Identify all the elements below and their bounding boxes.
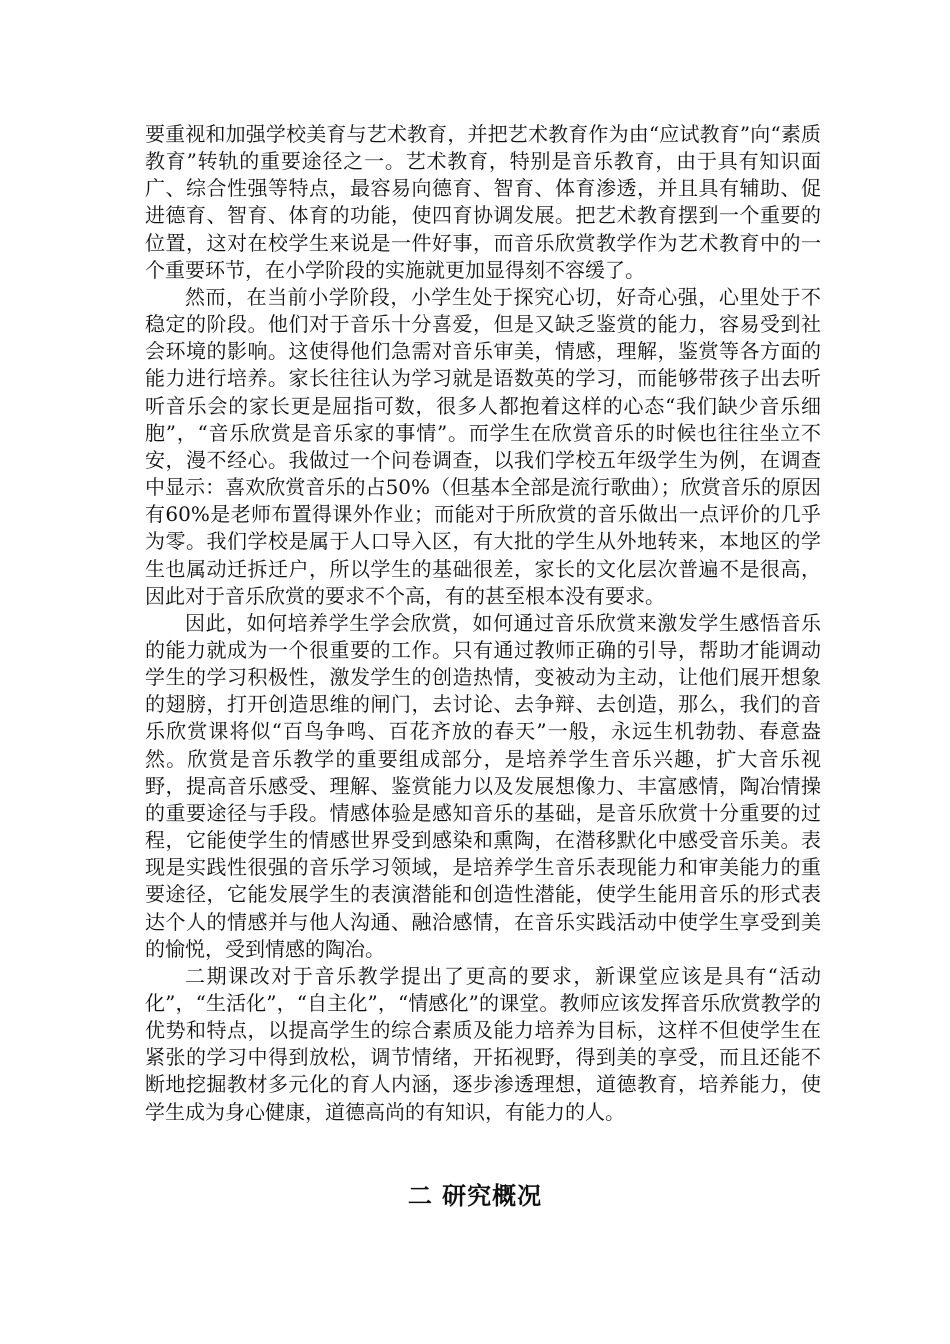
paragraph: 然而，在当前小学阶段，小学生处于探究心切，好奇心强，心里处于不稳定的阶段。他们对于音乐十分喜爱，但是又缺乏鉴赏的能力，容易受到社会环境的影响。这使得他们急需对音乐审美，情感，理解，鉴赏等各方面的能力进行培养。家长往往认为学习就是语数英的学习，而能够带孩子出去听听音乐会的家长更是屈指可数，很多人都抱着这样的心态“我们缺少音乐细胞”，“音乐欣赏是音乐家的事情”。而学生在欣赏音乐的时候也往往坐立不安，漫不经心。我做过一个问卷调查，以我们学校五年级学生为例，在调查中显示：喜欢欣赏音乐的占50%（但基本全部是流行歌曲）；欣赏音乐的原因有60%是老师布置得课外作业；而能对于所欣赏的音乐做出一点评价的几乎为零。我们学校是属于人口导入区，有大批的学生从外地转来，本地区的学生也属动迁拆迁户，所以学生的基础很差，家长的文化层次普遍不是很高，因此对于音乐欣赏的要求不个高，有的甚至根本没有要求。 [145, 284, 821, 608]
paragraph-continued: 要重视和加强学校美育与艺术教育，并把艺术教育作为由“应试教育”向“素质教育”转轨的重要途径之一。艺术教育，特别是音乐教育，由于具有知识面广、综合性强等特点，最容易向德育、智育、体育渗透，并且具有辅助、促进德育、智育、体育的功能，使四育协调发展。把艺术教育摆到一个重要的位置，这对在校学生来说是一件好事，而音乐欣赏教学作为艺术教育中的一个重要环节，在小学阶段的实施就更加显得刻不容缓了。 [145, 122, 821, 282]
section-heading: 二 研究概况 [407, 1181, 543, 1210]
body-text [145, 121, 821, 1126]
paragraph: 二期课改对于音乐教学提出了更高的要求，新课堂应该是具有“活动化”，“生活化”，“自主化”，“情感化”的课堂。教师应该发挥音乐欣赏教学的优势和特点，以提高学生的综合素质及能力培养为目标，这样不但使学生在紧张的学习中得到放松，调节情绪，开拓视野，得到美的享受，而且还能不断地挖掘教材多元化的育人内涵，逐步渗透理想，道德教育，培养能力，使学生成为身心健康，道德高尚的有知识，有能力的人。 [145, 963, 821, 1124]
paragraph: 因此，如何培养学生学会欣赏，如何通过音乐欣赏来激发学生感悟音乐的能力就成为一个很重要的工作。只有通过教师正确的引导，帮助才能调动学生的学习积极性，激发学生的创造热情，变被动为主动，让他们展开想象的翅膀，打开创造思维的闸门，去讨论、去争辩、去创造，那么，我们的音乐欣赏课将似“百鸟争鸣、百花齐放的春天”一般，永远生机勃勃、春意盎然。欣赏是音乐教学的重要组成部分，是培养学生音乐兴趣，扩大音乐视野，提高音乐感受、理解、鉴赏能力以及发展想像力、丰富感情，陶冶情操的重要途径与手段。情感体验是感知音乐的基础，是音乐欣赏十分重要的过程，它能使学生的情感世界受到感染和熏陶，在潜移默化中感受音乐美。表现是实践性很强的音乐学习领域，是培养学生音乐表现能力和审美能力的重要途径，它能发展学生的表演潜能和创造性潜能，使学生能用音乐的形式表达个人的情感并与他人沟通、融洽感情，在音乐实践活动中使学生享受到美的愉悦，受到情感的陶冶。 [145, 610, 821, 961]
